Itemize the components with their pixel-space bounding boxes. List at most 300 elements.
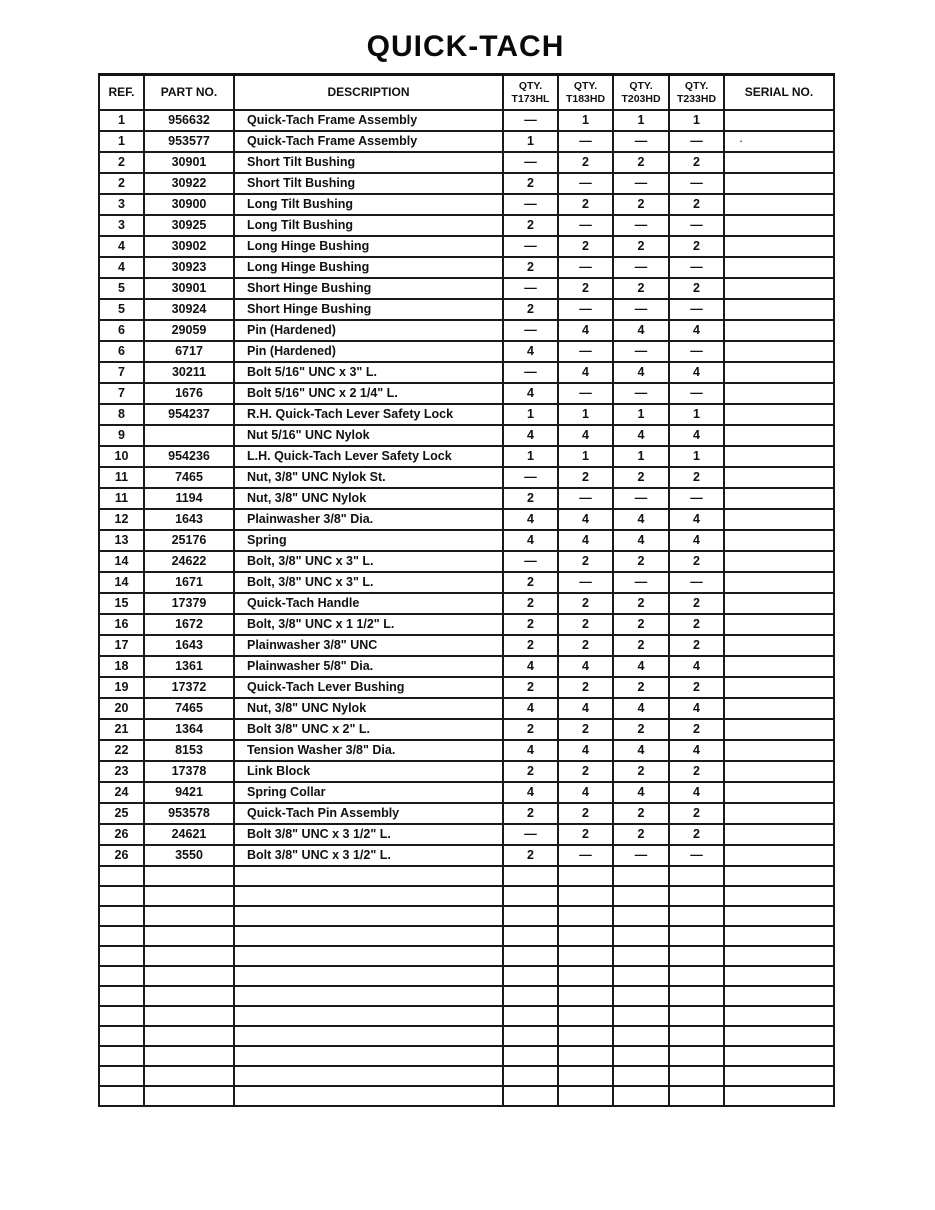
cell-q3: 4 (613, 656, 669, 677)
cell-part (144, 906, 234, 926)
cell-q2 (558, 926, 613, 946)
cell-serial (724, 404, 834, 425)
cell-q1: 2 (503, 572, 558, 593)
cell-desc: Bolt 3/8" UNC x 2" L. (234, 719, 503, 740)
table-row (99, 194, 834, 215)
cell-ref (99, 866, 144, 886)
cell-ref (99, 986, 144, 1006)
table-row (99, 530, 834, 551)
cell-part: 17379 (144, 593, 234, 614)
cell-q1 (503, 1066, 558, 1086)
cell-desc: Short Hinge Bushing (234, 299, 503, 320)
cell-ref: 12 (99, 509, 144, 530)
cell-q2 (558, 886, 613, 906)
cell-part: 953578 (144, 803, 234, 824)
table-row (99, 740, 834, 761)
cell-desc: Link Block (234, 761, 503, 782)
column-header-serial-no (724, 75, 834, 111)
cell-part: 1643 (144, 509, 234, 530)
cell-q1: — (503, 152, 558, 173)
cell-ref: 15 (99, 593, 144, 614)
cell-part: 7465 (144, 698, 234, 719)
cell-q3: 2 (613, 278, 669, 299)
cell-desc: Pin (Hardened) (234, 341, 503, 362)
cell-serial (724, 173, 834, 194)
cell-ref (99, 906, 144, 926)
cell-desc: Long Hinge Bushing (234, 257, 503, 278)
cell-part: 1194 (144, 488, 234, 509)
cell-ref (99, 1066, 144, 1086)
table-body (99, 110, 834, 1106)
cell-serial (724, 362, 834, 383)
cell-q1: — (503, 278, 558, 299)
cell-part: 25176 (144, 530, 234, 551)
table-row (99, 656, 834, 677)
cell-part (144, 1066, 234, 1086)
model-t203hd-label: T203HD (621, 92, 661, 105)
empty-row (99, 1066, 834, 1086)
qty-label: QTY. (518, 80, 543, 93)
cell-q1 (503, 986, 558, 1006)
cell-ref: 6 (99, 341, 144, 362)
cell-part (144, 1026, 234, 1046)
cell-ref: 4 (99, 236, 144, 257)
cell-q3 (613, 1026, 669, 1046)
cell-part: 1672 (144, 614, 234, 635)
parts-table (98, 73, 835, 1107)
cell-part: 17372 (144, 677, 234, 698)
cell-q1: 1 (503, 404, 558, 425)
cell-q2: — (558, 131, 613, 152)
cell-q1: 2 (503, 173, 558, 194)
cell-serial (724, 236, 834, 257)
cell-desc: Long Tilt Bushing (234, 215, 503, 236)
cell-ref: 5 (99, 299, 144, 320)
cell-part: 24622 (144, 551, 234, 572)
cell-serial (724, 1066, 834, 1086)
cell-q4 (669, 966, 724, 986)
cell-desc (234, 866, 503, 886)
cell-serial (724, 1046, 834, 1066)
cell-q3: 4 (613, 509, 669, 530)
cell-q1: 2 (503, 635, 558, 656)
column-header-part-no (144, 75, 234, 111)
cell-q2: — (558, 572, 613, 593)
cell-q3: 2 (613, 719, 669, 740)
cell-ref (99, 926, 144, 946)
table-header (99, 75, 834, 111)
cell-ref: 14 (99, 572, 144, 593)
cell-part (144, 986, 234, 1006)
cell-q2: — (558, 341, 613, 362)
column-header-description (234, 75, 503, 111)
cell-q1: 1 (503, 131, 558, 152)
cell-q3: — (613, 215, 669, 236)
cell-desc: Bolt, 3/8" UNC x 3" L. (234, 572, 503, 593)
cell-serial (724, 320, 834, 341)
cell-serial (724, 1006, 834, 1026)
cell-q4: — (669, 488, 724, 509)
cell-q4: 1 (669, 404, 724, 425)
table-row (99, 446, 834, 467)
table-row (99, 509, 834, 530)
cell-q1: 1 (503, 446, 558, 467)
cell-q3: 2 (613, 551, 669, 572)
cell-part: 30211 (144, 362, 234, 383)
cell-q4: — (669, 131, 724, 152)
cell-desc (234, 1046, 503, 1066)
cell-q2: 2 (558, 467, 613, 488)
cell-desc: Tension Washer 3/8" Dia. (234, 740, 503, 761)
cell-desc: Long Hinge Bushing (234, 236, 503, 257)
cell-desc: Plainwasher 5/8" Dia. (234, 656, 503, 677)
cell-ref: 6 (99, 320, 144, 341)
cell-q2 (558, 1026, 613, 1046)
cell-q1: 2 (503, 257, 558, 278)
column-header-description-label: DESCRIPTION (327, 84, 410, 99)
table-row (99, 215, 834, 236)
cell-q3 (613, 986, 669, 1006)
cell-ref: 18 (99, 656, 144, 677)
cell-q4: 2 (669, 635, 724, 656)
cell-q3: 1 (613, 110, 669, 131)
cell-q2 (558, 966, 613, 986)
cell-serial (724, 509, 834, 530)
cell-q1 (503, 946, 558, 966)
table-row (99, 677, 834, 698)
cell-ref: 1 (99, 110, 144, 131)
cell-ref: 8 (99, 404, 144, 425)
empty-row (99, 926, 834, 946)
cell-serial (724, 906, 834, 926)
table-row (99, 341, 834, 362)
cell-q4: 2 (669, 761, 724, 782)
table-row (99, 110, 834, 131)
cell-q4: 4 (669, 740, 724, 761)
cell-q2: 2 (558, 761, 613, 782)
cell-desc: Short Hinge Bushing (234, 278, 503, 299)
cell-q2: 2 (558, 677, 613, 698)
cell-ref: 20 (99, 698, 144, 719)
cell-part: 8153 (144, 740, 234, 761)
cell-q3: 2 (613, 803, 669, 824)
page-title: QUICK-TACH (366, 30, 565, 63)
cell-desc: Quick-Tach Pin Assembly (234, 803, 503, 824)
cell-ref: 5 (99, 278, 144, 299)
cell-q4: 4 (669, 425, 724, 446)
qty-label: QTY. (629, 80, 653, 93)
cell-q3: — (613, 845, 669, 866)
table-row (99, 593, 834, 614)
cell-q2: — (558, 383, 613, 404)
cell-desc: R.H. Quick-Tach Lever Safety Lock (234, 404, 503, 425)
cell-q3: 2 (613, 614, 669, 635)
cell-q1: 4 (503, 341, 558, 362)
table-row (99, 845, 834, 866)
cell-q3: 4 (613, 320, 669, 341)
cell-q3: — (613, 488, 669, 509)
table-row (99, 467, 834, 488)
cell-part (144, 886, 234, 906)
cell-serial (724, 946, 834, 966)
cell-q4 (669, 986, 724, 1006)
cell-q3 (613, 966, 669, 986)
cell-part: 30922 (144, 173, 234, 194)
cell-part: 9421 (144, 782, 234, 803)
cell-q4: 4 (669, 782, 724, 803)
cell-desc: Bolt, 3/8" UNC x 3" L. (234, 551, 503, 572)
cell-q4 (669, 1006, 724, 1026)
cell-desc (234, 946, 503, 966)
cell-q1: 4 (503, 782, 558, 803)
cell-ref (99, 886, 144, 906)
cell-q3: 2 (613, 467, 669, 488)
cell-serial (724, 257, 834, 278)
cell-part: 1361 (144, 656, 234, 677)
cell-ref: 1 (99, 131, 144, 152)
cell-desc (234, 906, 503, 926)
cell-q1: — (503, 110, 558, 131)
cell-serial (724, 467, 834, 488)
cell-serial: · (724, 131, 834, 152)
cell-ref: 3 (99, 215, 144, 236)
cell-q3: 4 (613, 698, 669, 719)
qty-label: QTY. (573, 80, 598, 93)
cell-q4: — (669, 383, 724, 404)
column-header-qty-t233hd (669, 75, 724, 111)
cell-q1: 4 (503, 383, 558, 404)
cell-q1: 2 (503, 299, 558, 320)
cell-q4: 4 (669, 509, 724, 530)
cell-q4: 2 (669, 278, 724, 299)
cell-q3: 2 (613, 152, 669, 173)
cell-q2: 1 (558, 110, 613, 131)
table-row (99, 698, 834, 719)
cell-q4: 4 (669, 530, 724, 551)
cell-q2: 2 (558, 551, 613, 572)
cell-q3: — (613, 131, 669, 152)
cell-desc: Quick-Tach Handle (234, 593, 503, 614)
table-row (99, 173, 834, 194)
cell-serial (724, 926, 834, 946)
cell-part: 30924 (144, 299, 234, 320)
cell-desc: Nut, 3/8" UNC Nylok (234, 698, 503, 719)
cell-desc: Plainwasher 3/8" Dia. (234, 509, 503, 530)
cell-q2: 2 (558, 194, 613, 215)
cell-q4: 4 (669, 362, 724, 383)
cell-part (144, 1086, 234, 1106)
column-header-ref-label: REF. (108, 84, 135, 99)
empty-row (99, 886, 834, 906)
table-row (99, 719, 834, 740)
cell-q4: 2 (669, 824, 724, 845)
cell-serial (724, 341, 834, 362)
cell-q4: 2 (669, 719, 724, 740)
cell-q3: 4 (613, 362, 669, 383)
cell-q3: 2 (613, 677, 669, 698)
cell-part: 24621 (144, 824, 234, 845)
table-row (99, 488, 834, 509)
cell-q2 (558, 866, 613, 886)
cell-serial (724, 966, 834, 986)
cell-q2 (558, 946, 613, 966)
cell-ref (99, 1086, 144, 1106)
cell-q4: 2 (669, 236, 724, 257)
cell-q3: — (613, 572, 669, 593)
cell-q1: — (503, 236, 558, 257)
cell-q2: 2 (558, 614, 613, 635)
cell-part: 953577 (144, 131, 234, 152)
cell-ref: 26 (99, 845, 144, 866)
cell-q1 (503, 1046, 558, 1066)
table-row (99, 635, 834, 656)
cell-q2: 4 (558, 509, 613, 530)
model-t183hd-label: T183HD (565, 92, 606, 105)
table-row (99, 614, 834, 635)
cell-serial (724, 761, 834, 782)
cell-ref (99, 946, 144, 966)
cell-ref (99, 966, 144, 986)
cell-serial (724, 719, 834, 740)
cell-serial (724, 572, 834, 593)
cell-q3 (613, 946, 669, 966)
column-header-part-no-label: PART NO. (160, 84, 218, 99)
cell-q3 (613, 926, 669, 946)
cell-serial (724, 593, 834, 614)
cell-q1: 4 (503, 698, 558, 719)
cell-q4: 1 (669, 110, 724, 131)
cell-ref: 17 (99, 635, 144, 656)
cell-q3 (613, 886, 669, 906)
cell-q1: 2 (503, 845, 558, 866)
qty-label: QTY. (684, 80, 709, 93)
cell-ref (99, 1046, 144, 1066)
cell-q1 (503, 1086, 558, 1106)
cell-q1: 4 (503, 509, 558, 530)
cell-ref: 7 (99, 383, 144, 404)
cell-part: 3550 (144, 845, 234, 866)
cell-q4: 2 (669, 803, 724, 824)
cell-q3: — (613, 383, 669, 404)
cell-part: 1676 (144, 383, 234, 404)
table-row (99, 824, 834, 845)
cell-serial (724, 383, 834, 404)
cell-ref: 21 (99, 719, 144, 740)
table-row (99, 152, 834, 173)
cell-q3: — (613, 341, 669, 362)
cell-part: 30923 (144, 257, 234, 278)
cell-q1: 4 (503, 740, 558, 761)
cell-desc: Bolt 3/8" UNC x 3 1/2" L. (234, 845, 503, 866)
cell-desc: Spring (234, 530, 503, 551)
table-row (99, 131, 834, 152)
cell-q4: 2 (669, 152, 724, 173)
cell-q4: 4 (669, 698, 724, 719)
table-row (99, 362, 834, 383)
cell-q3: 4 (613, 530, 669, 551)
empty-row (99, 966, 834, 986)
cell-q4 (669, 906, 724, 926)
table-row (99, 761, 834, 782)
cell-desc: Nut, 3/8" UNC Nylok St. (234, 467, 503, 488)
cell-q2: — (558, 173, 613, 194)
cell-q3: 4 (613, 740, 669, 761)
cell-ref: 7 (99, 362, 144, 383)
table-row (99, 278, 834, 299)
cell-part: 1671 (144, 572, 234, 593)
cell-q1: 2 (503, 593, 558, 614)
cell-serial (724, 803, 834, 824)
cell-q1 (503, 926, 558, 946)
cell-q4: 4 (669, 656, 724, 677)
cell-q1 (503, 966, 558, 986)
cell-q2: — (558, 257, 613, 278)
cell-q2: 4 (558, 530, 613, 551)
table-row (99, 572, 834, 593)
cell-q1: 2 (503, 614, 558, 635)
cell-serial (724, 215, 834, 236)
cell-q2: 1 (558, 404, 613, 425)
cell-q2 (558, 1046, 613, 1066)
cell-part: 17378 (144, 761, 234, 782)
cell-ref: 9 (99, 425, 144, 446)
cell-serial (724, 824, 834, 845)
cell-desc (234, 886, 503, 906)
cell-q4 (669, 946, 724, 966)
empty-row (99, 946, 834, 966)
cell-part: 6717 (144, 341, 234, 362)
cell-q2 (558, 906, 613, 926)
model-t173hl-label: T173HL (511, 92, 550, 105)
cell-serial (724, 530, 834, 551)
cell-ref: 22 (99, 740, 144, 761)
cell-part: 7465 (144, 467, 234, 488)
cell-desc: Nut 5/16" UNC Nylok (234, 425, 503, 446)
table-row (99, 782, 834, 803)
cell-q2: — (558, 845, 613, 866)
cell-q4: — (669, 572, 724, 593)
cell-serial (724, 986, 834, 1006)
cell-serial (724, 551, 834, 572)
cell-q1: — (503, 194, 558, 215)
cell-ref: 10 (99, 446, 144, 467)
cell-q3: 2 (613, 824, 669, 845)
cell-q3: 2 (613, 236, 669, 257)
cell-ref: 11 (99, 488, 144, 509)
cell-part: 30900 (144, 194, 234, 215)
cell-serial (724, 656, 834, 677)
empty-row (99, 986, 834, 1006)
cell-q4: — (669, 845, 724, 866)
cell-part: 30925 (144, 215, 234, 236)
cell-q2: 2 (558, 278, 613, 299)
cell-q1: 2 (503, 761, 558, 782)
cell-q4: 2 (669, 614, 724, 635)
cell-q1: 2 (503, 677, 558, 698)
table-row (99, 236, 834, 257)
empty-row (99, 1046, 834, 1066)
cell-serial (724, 152, 834, 173)
cell-q1 (503, 886, 558, 906)
cell-q4 (669, 1066, 724, 1086)
cell-desc: Short Tilt Bushing (234, 152, 503, 173)
cell-desc: Bolt, 3/8" UNC x 1 1/2" L. (234, 614, 503, 635)
cell-part: 30901 (144, 278, 234, 299)
cell-serial (724, 782, 834, 803)
cell-ref: 24 (99, 782, 144, 803)
cell-q1 (503, 1006, 558, 1026)
cell-ref: 19 (99, 677, 144, 698)
